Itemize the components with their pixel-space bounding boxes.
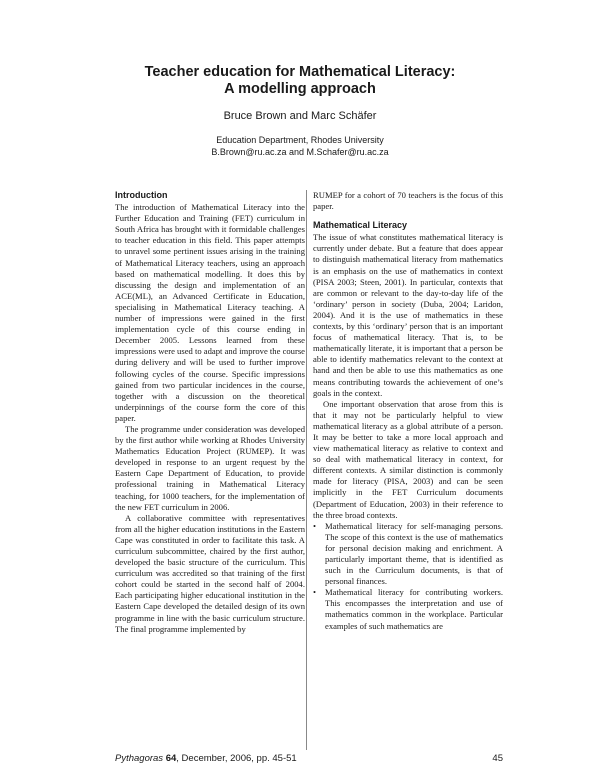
affiliation [0, 134, 600, 158]
paragraph-continuation: RUMEP for a cohort of 70 teachers is the focus of this paper. [313, 190, 503, 212]
column-divider [306, 190, 307, 750]
affiliation-emails: B.Brown@ru.ac.za and M.Schafer@ru.ac.za [211, 147, 389, 157]
journal-name: Pythagoras [115, 753, 164, 764]
affiliation-dept: Education Department, Rhodes University [216, 135, 384, 145]
right-column [313, 190, 503, 632]
title-line-1: Teacher education for Mathematical Literacy: [144, 64, 456, 80]
title-line-2: A modelling approach [224, 81, 376, 97]
section-heading-mathematical-literacy: Mathematical Literacy [313, 220, 408, 231]
bullet-icon: • [313, 587, 317, 598]
list-item-text: Mathematical literacy for contributing workers. This encompasses the interpretation and use of mathematics common in the workplace. Particular examples of such mathematics are [325, 587, 503, 631]
journal-volume: 64 [165, 753, 177, 764]
authors: Bruce Brown and Marc Schäfer [223, 110, 377, 122]
list-item [313, 521, 503, 588]
left-column [115, 190, 305, 635]
bullet-list [313, 521, 503, 632]
page-footer [115, 753, 503, 764]
paragraph: The introduction of Mathematical Literacy into the Further Education and Training (FET) curriculum in South Africa has brought with it formidable challenges to teacher education in this field. This paper attempts to unravel some pertinent issues arising in the training of Mathematical Literacy teachers, using an approach based on mathematical modelling. It does this by discussing the design and implementation of an ACE(ML), an Advanced Certificate in Education, specialising in Mathematical Literacy teaching. A number of impressions were gained in the first implementation cycle of this course ending in December 2005. Lessons learned from these impressions were used to adapt and improve the course during delivery and will be used to further improve following cycles of the course. Specific impressions gained from two particular incidences in the course, together with a discussion on the theoretical underpinnings of the course form the core of this paper. [115, 202, 305, 423]
paragraph: The programme under consideration was developed by the first author while working at Rhodes University Mathematics Education Project (RUMEP). It was developed in response to an urgent request by the Eastern Cape Department of Education, to provide professional training in Mathematical Literacy teaching, for 1000 teachers, for the implementation of the new FET curriculum in 2006. [115, 423, 305, 512]
page-number: 45 [492, 753, 503, 764]
list-item [313, 587, 503, 631]
list-item-text: Mathematical literacy for self-managing persons. The scope of this context is the use of mathematics for personal decision making and enrichment. A particularly important theme, that is identified as such in the Curriculum documents, is that of personal finances. [325, 520, 503, 587]
bullet-icon: • [313, 520, 317, 531]
paragraph: A collaborative committee with representatives from all the higher education institutions in the Eastern Cape was constituted in order to facilitate this task. A curriculum subcommittee, chaired by the first author, developed the basic structure of the curriculum. This curriculum was accredited so that training of the first cohort could be started in the second half of 2004. Each participating higher educational institution in the Eastern Cape developed the detailed design of its own programme in line with the basic curriculum structure. The final programme implemented by [115, 512, 305, 634]
paragraph: One important observation that arose from this is that it may not be particularly helpful to view mathematical literacy as a global attribute of a person. It may be better to take a more local approach and view mathematical literacy as relative to context and so deal with mathematical literacy in context, for different contexts. A similar distinction is commonly made for literacy (PISA, 2003) and can be seen implicitly in the FET Curriculum documents (Department of Education, 2003) in their reference to the three broad contexts. [313, 398, 503, 520]
paper-title [0, 64, 600, 98]
journal-citation: , December, 2006, pp. 45-51 [176, 753, 297, 764]
section-heading-introduction: Introduction [115, 190, 168, 200]
paragraph: The issue of what constitutes mathematical literacy is currently under debate. But a feature that does appear to distinguish mathematical literacy from mathematics is an emphasis on the use of mathematics in context (PISA 2003; Steen, 2001). In particular, contexts that are common or relevant to the day-to-day life of the ‘ordinary’ person in society (Duba, 2004; Laridon, 2004). And it is the use of mathematics in these contexts, by this ‘ordinary’ person that is an important focus of mathematical literacy. That is, to be mathematically literate, it is important that a person be able to identify mathematics relevant to the context at hand and then be able to use this mathematics as one means contributing towards the achievement of one’s goals in the context. [313, 232, 503, 398]
